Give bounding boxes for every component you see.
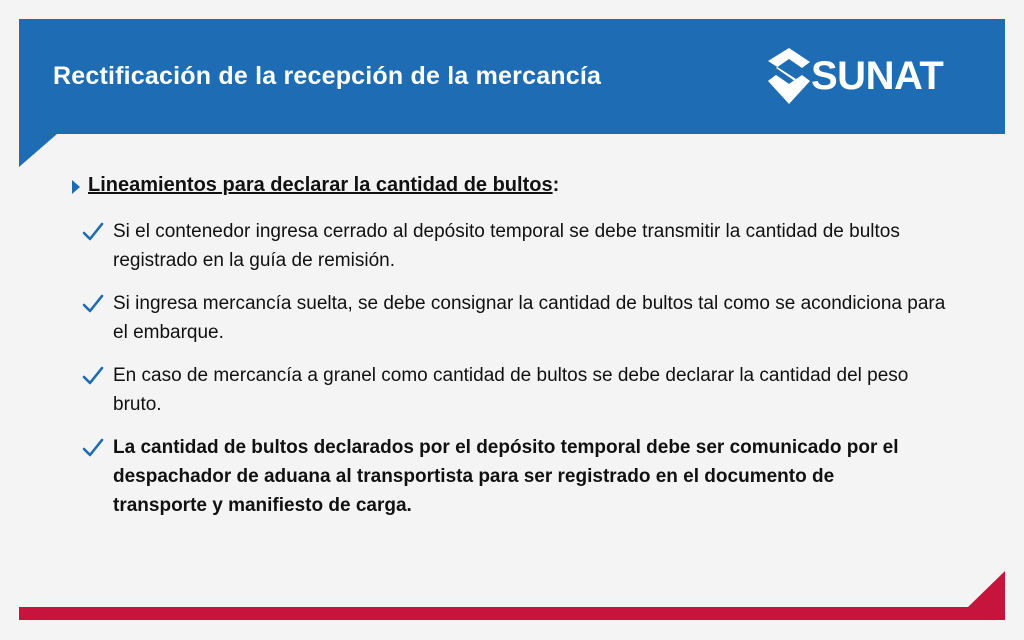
item-text: Si el contenedor ingresa cerrado al depósito temporal se debe transmitir la cantidad de bultos registrado en la guía de remisión. <box>113 221 900 271</box>
triangle-right-icon <box>71 180 81 194</box>
item-text: Si ingresa mercancía suelta, se debe consignar la cantidad de bultos tal como se acondiciona para el embarque. <box>113 293 946 343</box>
footer-band <box>0 560 1024 640</box>
heading-suffix: : <box>552 174 560 196</box>
checkmark-icon <box>82 437 104 459</box>
checkmark-icon <box>82 365 104 387</box>
item-text-bold: La cantidad de bultos declarados por el depósito temporal debe ser comunicado por el despachador de aduana al transportista para ser registrado en el documento de transporte y manifiesto de carga. <box>113 437 899 516</box>
item-text: En caso de mercancía a granel como cantidad de bultos se debe declarar la cantidad del peso bruto. <box>113 365 909 415</box>
page-title: Rectificación de la recepción de la mercancía <box>53 62 602 90</box>
checkmark-icon <box>82 221 104 243</box>
logo-text: SUNAT <box>811 54 944 98</box>
sunat-s-logo-icon <box>766 46 812 106</box>
heading-text: Lineamientos para declarar la cantidad de bultos <box>88 174 553 196</box>
sunat-logo <box>766 46 981 106</box>
section-heading <box>72 174 559 197</box>
checkmark-icon <box>82 293 104 315</box>
